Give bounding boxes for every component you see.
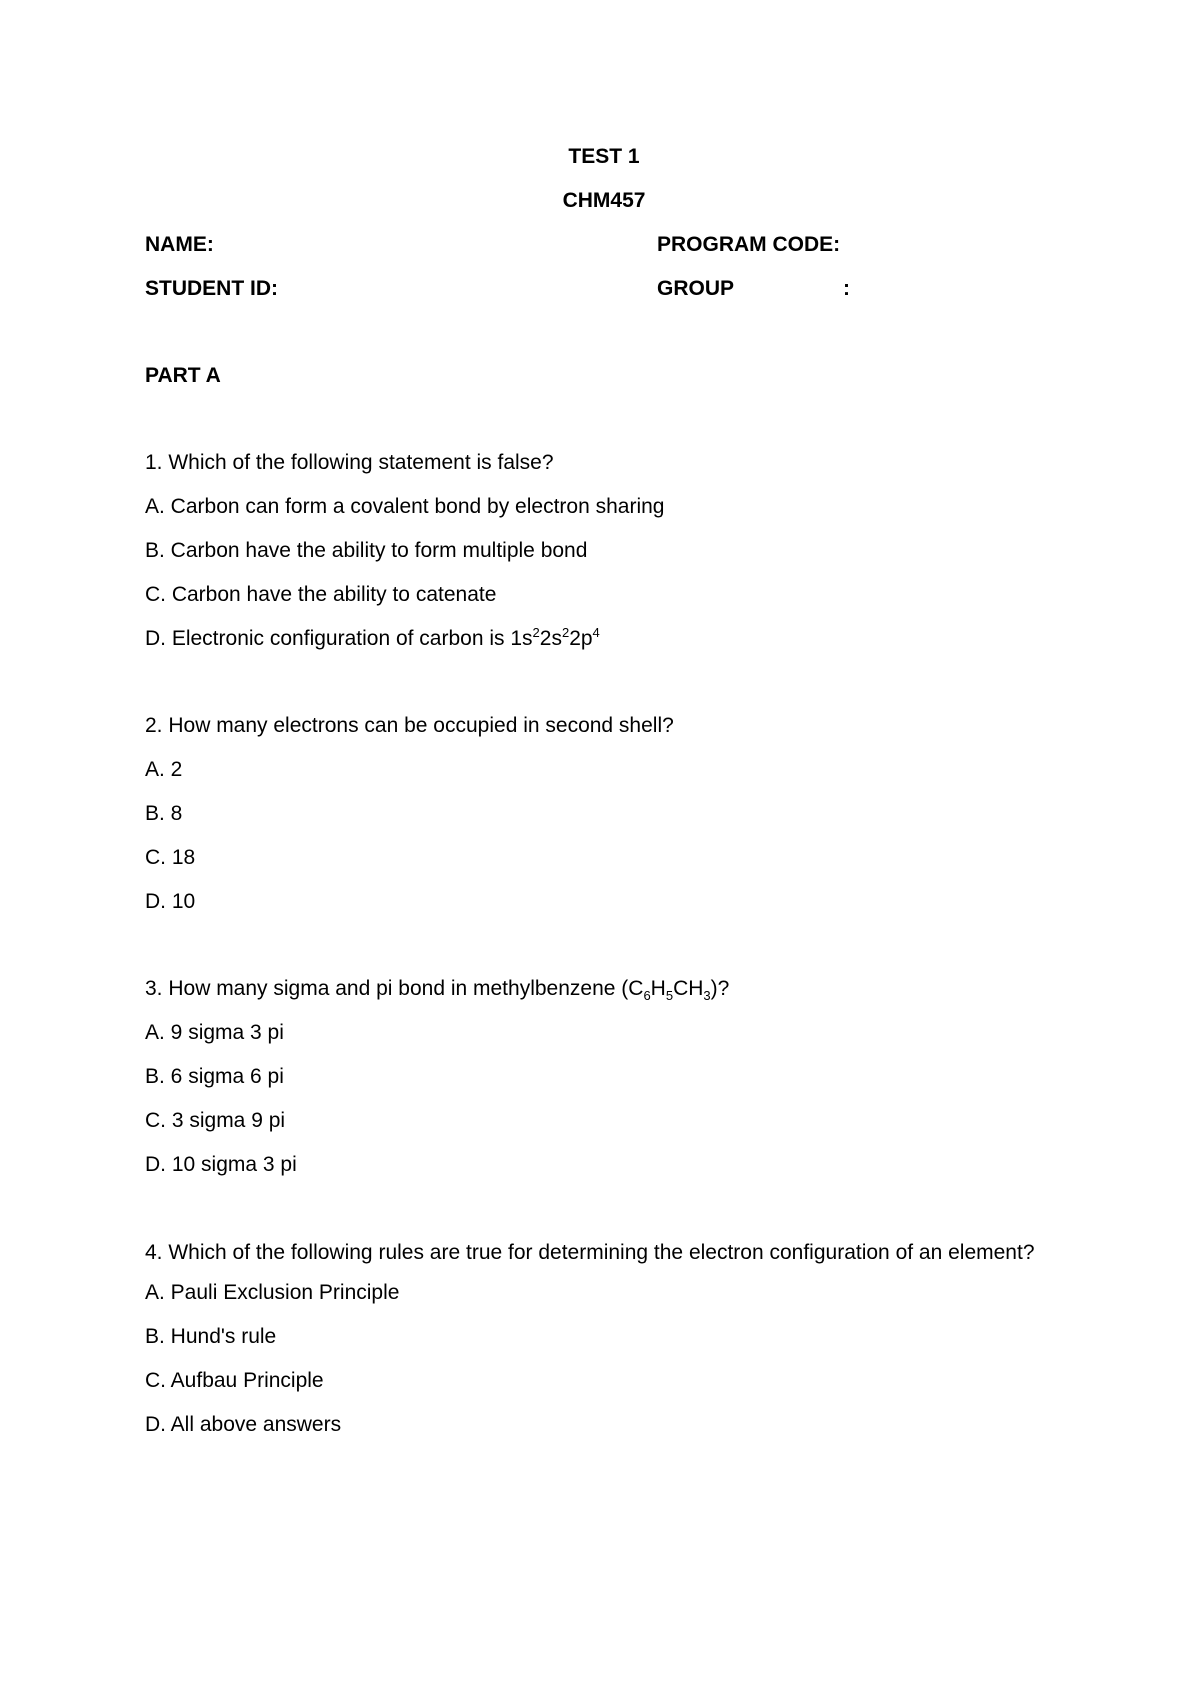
test-title: TEST 1 [568,145,640,168]
course-code: CHM457 [562,189,646,212]
subscript: 3 [703,988,711,1004]
option-c: C. Aufbau Principle [145,1369,324,1392]
option-a: A. 2 [145,758,183,781]
question-stem: 4. Which of the following rules are true for determining the electron configuration of an element? [145,1241,1035,1264]
option-b: B. 6 sigma 6 pi [145,1065,284,1088]
stem-text: )? [710,977,730,1000]
subscript: 6 [643,988,651,1004]
exam-content [145,145,1063,1437]
question-4 [145,1238,1063,1437]
option-b: B. Hund's rule [145,1325,277,1348]
option-a: A. Carbon can form a covalent bond by electron sharing [145,495,665,518]
option-c: C. 3 sigma 9 pi [145,1109,286,1132]
option-c: C. Carbon have the ability to catenate [145,583,497,606]
stem-text: 3. How many sigma and pi bond in methylbenzene (C [145,977,644,1000]
info-row-1 [145,233,1063,257]
superscript: 4 [592,625,600,640]
option-d-text: 2p [569,627,593,650]
group-label: GROUP [657,277,735,300]
question-stem: 2. How many electrons can be occupied in second shell? [145,714,674,737]
option-d-text: 2s [539,627,562,650]
subscript: 5 [665,988,674,1004]
option-c: C. 18 [145,846,196,869]
option-d: D. All above answers [145,1413,342,1436]
stem-text: H [650,977,666,1000]
option-d: D. 10 [145,890,196,913]
superscript: 2 [532,625,540,640]
option-b: B. 8 [145,802,183,825]
name-label: NAME: [145,233,214,256]
program-code-label: PROGRAM CODE: [657,233,841,256]
question-2 [145,714,1063,914]
option-d-text: D. Electronic configuration of carbon is 1s [145,627,533,650]
question-stem: 1. Which of the following statement is false? [145,451,554,474]
student-id-label: STUDENT ID: [145,277,278,300]
question-stem [145,977,1063,1004]
option-d: D. 10 sigma 3 pi [145,1153,297,1176]
info-row-2 [145,277,1063,301]
stem-text: CH [673,977,704,1000]
superscript: 2 [561,625,570,640]
option-a: A. Pauli Exclusion Principle [145,1281,400,1304]
option-d [145,627,1063,651]
group-colon: : [843,277,850,300]
option-a: A. 9 sigma 3 pi [145,1021,284,1044]
part-title: PART A [145,364,221,387]
question-1 [145,451,1063,651]
question-3 [145,977,1063,1177]
option-b: B. Carbon have the ability to form multiple bond [145,539,588,562]
